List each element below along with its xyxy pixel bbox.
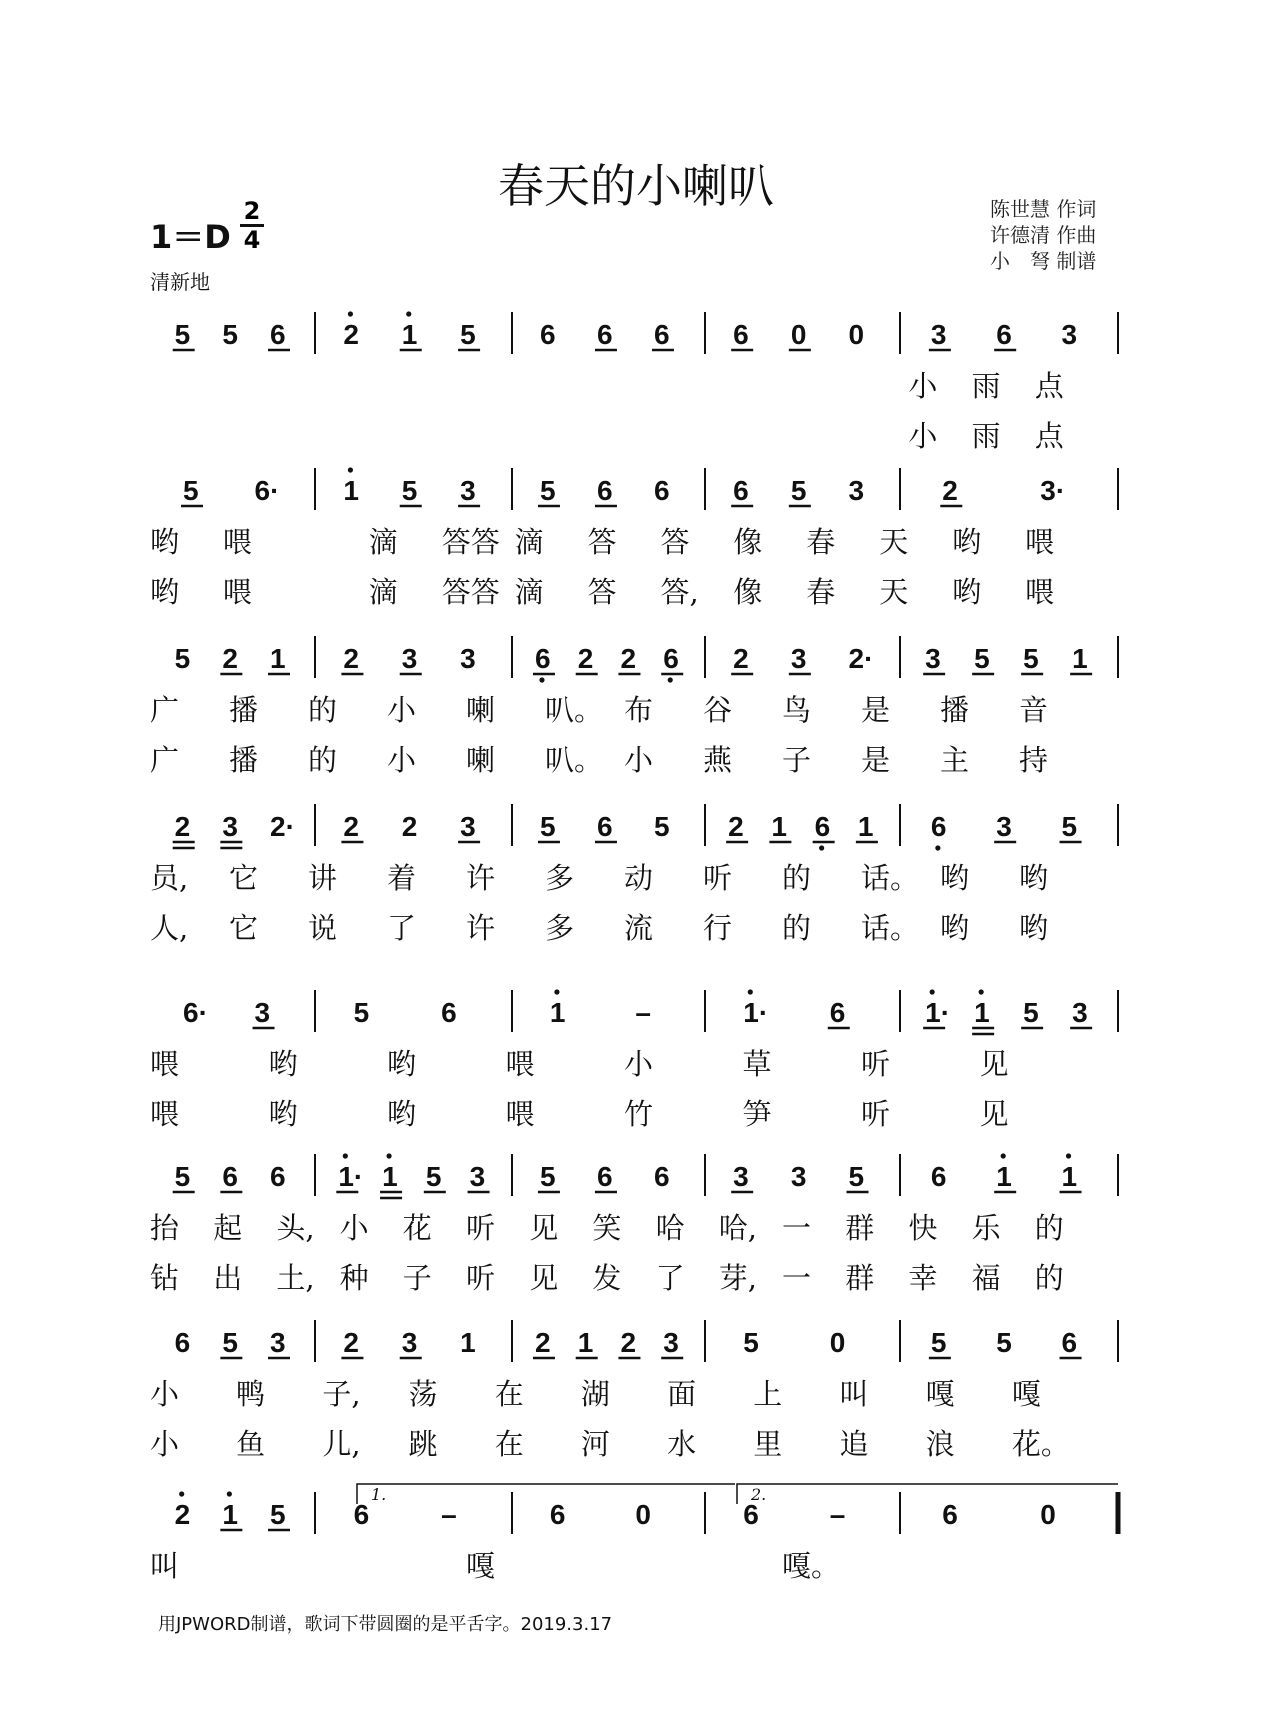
lyric-syllable: 的 [782,861,812,895]
lyric-syllable: 说 [308,911,338,945]
lyric-syllable: 燕 [703,743,733,777]
note: 3 [254,997,271,1028]
lyric-syllable: 子 [402,1261,432,1295]
lyric-syllable: 滴 [514,525,544,559]
note: 2 [401,811,418,842]
lyric-syllable: 叭。 [545,743,604,777]
note: 2 [577,643,594,674]
lyric-syllable: 答 [587,525,617,559]
lyric-syllable: 哟 [268,1097,298,1131]
note: 5 [930,1327,947,1358]
lyric-syllable: 抬 [150,1211,180,1245]
lyric-syllable: 的 [308,693,338,727]
lyric-syllable: 喂 [222,525,252,559]
lyric-syllable: 喂 [150,1097,180,1131]
time-signature-top: 2 [243,197,261,225]
note: 6 [596,319,613,350]
lyric-syllable: 的 [1034,1261,1064,1295]
note: 0 [829,1327,846,1358]
note: 1 [1072,643,1088,674]
lyric-syllable: 在 [494,1377,524,1411]
note: 6 [653,319,670,350]
lyric-syllable: 喂 [1025,525,1055,559]
high-octave-dot [554,989,559,994]
lyric-syllable: 动 [624,861,654,895]
note: 2 [343,643,359,674]
lyric-syllable: 流 [624,911,654,945]
note: 5 [743,1327,759,1358]
lyric-syllable: 答答 [441,525,500,559]
volta-bracket [737,1484,1118,1504]
note: 5 [653,811,670,842]
lyric-syllable: 喂 [505,1097,535,1131]
lyric-syllable: 多 [545,911,575,945]
note: 3 [925,643,941,674]
note: 5 [270,1499,286,1530]
low-octave-dot [539,677,544,682]
high-octave-dot [930,989,935,994]
note: 3 [460,643,476,674]
note: 6 [270,1161,286,1192]
lyric-syllable: 点 [1034,369,1064,403]
note: – [441,1499,457,1530]
lyric-syllable: 的 [1034,1211,1064,1245]
note: 5 [183,475,199,506]
note: 5 [539,1161,556,1192]
lyric-syllable: 是 [861,693,891,727]
note: 5 [539,811,556,842]
lyric-syllable: 持 [1019,743,1049,777]
high-octave-dot [1066,1153,1071,1158]
note: 2 [620,1327,637,1358]
note: 2 [174,1499,191,1530]
note: 6 [733,319,749,350]
note: 3 [996,811,1012,842]
lyric-syllable: 多 [545,861,575,895]
note: 5 [1023,997,1039,1028]
lyric-syllable: 它 [229,861,259,895]
lyric-syllable: 在 [494,1427,524,1461]
note: 1 [857,811,874,842]
lyric-syllable: 许 [466,911,496,945]
lyric-syllable: 喂 [150,1047,180,1081]
lyric-syllable: 小 [150,1377,180,1411]
footer-note: 用JPWORD制谱，歌词下带圆圈的是平舌字。2019.3.17 [158,1614,613,1635]
note: 2 [620,643,637,674]
high-octave-dot [748,989,753,994]
lyric-syllable: 哟 [150,525,180,559]
lyric-syllable: 许 [466,861,496,895]
lyric-syllable: 哟 [1019,911,1049,945]
note: 6 [733,475,749,506]
lyric-syllable: 它 [229,911,259,945]
volta-label: 1. [371,1485,387,1504]
lyric-syllable: 里 [753,1427,783,1461]
lyric-syllable: 听 [466,1261,496,1295]
lyric-syllable: 雨 [971,419,1001,453]
lyric-syllable: 见 [529,1261,559,1295]
note: 2· [848,643,874,674]
lyric-syllable: 竹 [624,1097,654,1131]
lyric-syllable: 答 [660,525,690,559]
lyric-syllable: 哟 [940,911,970,945]
lyric-syllable: 听 [861,1047,891,1081]
lyric-syllable: 哟 [1019,861,1049,895]
lyric-syllable: 小 [387,743,417,777]
note: 0 [635,1499,652,1530]
lyric-syllable: 哟 [952,575,982,609]
note: 0 [790,319,807,350]
lyric-syllable: 哟 [387,1047,417,1081]
key-signature: 1＝D [150,218,231,256]
lyric-syllable: 的 [308,743,338,777]
lyric-syllable: 福 [971,1261,1001,1295]
note: 0 [1040,1499,1056,1530]
lyric-syllable: 湖 [580,1377,610,1411]
note: 6 [653,475,670,506]
lyric-syllable: 哟 [150,575,180,609]
lyric-syllable: 花 [402,1211,432,1245]
note: 5 [1061,811,1078,842]
high-octave-dot [348,467,353,472]
lyric-syllable: 人, [150,911,189,945]
lyric-syllable: 子, [322,1377,361,1411]
lyric-syllable: 员, [150,861,189,895]
lyric-syllable: 喂 [1025,575,1055,609]
lyric-syllable: 着 [387,861,417,895]
lyric-syllable: 天 [879,575,909,609]
lyric-syllable: 的 [782,911,812,945]
lyric-syllable: 面 [667,1377,697,1411]
lyric-syllable: 话。 [861,911,920,945]
lyric-syllable: 喂 [222,575,252,609]
lyric-syllable: 春 [806,525,836,559]
note: 3 [1061,319,1078,350]
lyric-syllable: 播 [229,743,259,777]
lyric-syllable: 是 [861,743,891,777]
lyric-syllable: 笑 [592,1211,622,1245]
lyric-syllable: 见 [979,1047,1009,1081]
lyric-syllable: 小 [387,693,417,727]
lyric-syllable: 嘎 [925,1377,955,1411]
note: 6· [183,997,208,1028]
volta-label: 2. [751,1485,767,1504]
note: 6 [534,643,551,674]
lyric-syllable: 广 [150,693,180,727]
note: 2 [174,811,191,842]
note: 1 [549,997,566,1028]
note: 2 [534,1327,551,1358]
lyric-syllable: 喇 [466,743,496,777]
note: 1 [401,319,418,350]
lyric-syllable: 起 [213,1211,243,1245]
note: 5 [222,319,238,350]
lyric-syllable: 群 [845,1261,875,1295]
note: – [829,1499,846,1530]
note: 1 [343,475,359,506]
lyric-syllable: 滴 [368,575,398,609]
lyric-syllable: 哈 [655,1211,685,1245]
lyric-syllable: 见 [529,1211,559,1245]
lyric-syllable: 群 [845,1211,875,1245]
lyric-syllable: 播 [229,693,259,727]
lyric-syllable: 小 [908,419,938,453]
lyric-syllable: 听 [703,861,733,895]
note: 6 [353,1499,370,1530]
note: 1· [925,997,951,1028]
volta-bracket [357,1484,735,1504]
note: 1· [338,1161,364,1192]
note: 6 [222,1161,238,1192]
note: 3 [401,1327,418,1358]
lyric-syllable: 子 [782,743,812,777]
lyric-syllable: 种 [339,1261,369,1295]
lyric-syllable: 见 [979,1097,1009,1131]
lyric-syllable: 叫 [839,1377,869,1411]
lyric-syllable: 一 [782,1261,812,1295]
note: 3 [790,1161,807,1192]
lyric-syllable: 草 [742,1047,772,1081]
high-octave-dot [406,311,411,316]
lyric-syllable: 幸 [908,1261,938,1295]
note: 6 [930,1161,947,1192]
note: 1 [996,1161,1012,1192]
high-octave-dot [227,1491,232,1496]
lyric-syllable: 嘎 [1011,1377,1041,1411]
lyric-syllable: 喇 [466,693,496,727]
note: 2 [222,643,238,674]
lyric-syllable: 嘎 [466,1549,496,1583]
lyric-syllable: 小 [624,1047,654,1081]
high-octave-dot [343,1153,348,1158]
lyric-syllable: 水 [667,1427,697,1461]
lyric-syllable: 叫 [150,1549,180,1583]
lyric-syllable: 播 [940,693,970,727]
note: 3 [790,643,807,674]
note: 5 [353,997,370,1028]
high-octave-dot [386,1153,391,1158]
note: 5 [174,319,191,350]
high-octave-dot [348,311,353,316]
high-octave-dot [1001,1153,1006,1158]
lyric-syllable: 答答 [441,575,500,609]
lyric-syllable: 行 [703,911,733,945]
note: 2· [270,811,295,842]
note: 3 [222,811,238,842]
note: 3 [848,475,865,506]
lyric-syllable: 听 [466,1211,496,1245]
lyric-syllable: 了 [655,1261,685,1295]
lyric-syllable: 讲 [308,861,338,895]
lyric-syllable: 追 [839,1427,869,1461]
note: – [635,997,652,1028]
lyric-syllable: 儿, [322,1427,361,1461]
note: 6 [596,811,613,842]
note: 5 [174,1161,191,1192]
lyric-syllable: 哈, [718,1211,758,1245]
note: 6 [596,475,613,506]
note: 5 [539,475,556,506]
lyric-syllable: 滴 [368,525,398,559]
note: 3 [469,1161,486,1192]
note: 3· [1040,475,1066,506]
lyric-syllable: 像 [733,575,763,609]
note: 3 [401,643,418,674]
note: 6 [743,1499,759,1530]
lyric-syllable: 哟 [268,1047,298,1081]
lyric-syllable: 小 [339,1211,369,1245]
lyric-syllable: 哟 [952,525,982,559]
lyric-syllable: 春 [806,575,836,609]
note: 5 [174,643,191,674]
note: 5 [996,1327,1012,1358]
lyric-syllable: 谷 [703,693,733,727]
song-title: 春天的小喇叭 [498,159,774,213]
note: 3 [733,1161,749,1192]
lyric-syllable: 听 [861,1097,891,1131]
note: 6 [930,811,947,842]
note: 1 [577,1327,594,1358]
note: 6 [596,1161,613,1192]
note: 2 [343,319,359,350]
note: 1 [222,1499,238,1530]
note: 2 [343,1327,359,1358]
lyric-syllable: 哟 [940,861,970,895]
lyric-syllable: 发 [592,1261,622,1295]
lyric-syllable: 小 [908,369,938,403]
note: 1· [743,997,769,1028]
note: 1 [460,1327,476,1358]
credit-composer: 许德清 作曲 [990,223,1097,247]
note: 6 [653,1161,670,1192]
note: 1 [1061,1161,1078,1192]
low-octave-dot [819,845,824,850]
lyric-syllable: 小 [150,1427,180,1461]
note: 6 [942,1499,958,1530]
lyric-syllable: 笋 [742,1097,772,1131]
high-octave-dot [179,1491,184,1496]
lyric-syllable: 跳 [408,1427,438,1461]
lyric-syllable: 钻 [150,1261,180,1295]
lyric-syllable: 主 [940,743,970,777]
lyric-syllable: 哟 [387,1097,417,1131]
credit-lyricist: 陈世慧 作词 [990,197,1097,221]
lyric-syllable: 荡 [408,1377,438,1411]
lyric-syllable: 花。 [1011,1427,1070,1461]
note: 6 [270,319,286,350]
low-octave-dot [668,677,673,682]
note: 5 [974,643,990,674]
note: 2 [733,643,749,674]
note: 6 [441,997,457,1028]
lyric-syllable: 浪 [925,1427,955,1461]
time-signature-bottom: 4 [243,226,261,254]
lyric-syllable: 了 [387,911,417,945]
note: 3 [1072,997,1088,1028]
note: 5 [401,475,418,506]
note: 6 [829,997,846,1028]
note: 6 [549,1499,566,1530]
note: 0 [848,319,865,350]
lyric-syllable: 鱼 [236,1427,266,1461]
note: 6 [996,319,1012,350]
note: 1 [771,811,787,842]
lyric-syllable: 叭。 [545,693,604,727]
lyric-syllable: 头, [276,1211,315,1245]
note: 3 [930,319,947,350]
note: 5 [425,1161,442,1192]
note: 2 [942,475,958,506]
note: 5 [848,1161,865,1192]
lyric-syllable: 雨 [971,369,1001,403]
lyric-syllable: 广 [150,743,180,777]
lyric-syllable: 鸭 [236,1377,266,1411]
note: 6 [539,319,556,350]
lyric-syllable: 乐 [971,1211,1001,1245]
lyric-syllable: 快 [908,1211,938,1245]
lyric-syllable: 像 [733,525,763,559]
note: 6 [663,643,679,674]
lyric-syllable: 布 [624,693,654,727]
lyric-syllable: 答, [660,575,699,609]
lyric-syllable: 一 [782,1211,812,1245]
credit-arranger: 小 弩 制谱 [990,249,1097,273]
note: 1 [270,643,286,674]
high-octave-dot [979,989,984,994]
note: 2 [343,811,359,842]
note: 1 [382,1161,398,1192]
lyric-syllable: 上 [753,1377,783,1411]
lyric-syllable: 鸟 [782,693,812,727]
note: 1 [974,997,990,1028]
lyric-syllable: 答 [587,575,617,609]
lyric-syllable: 话。 [861,861,920,895]
note: 3 [270,1327,286,1358]
note: 5 [222,1327,238,1358]
lyric-syllable: 嘎。 [782,1549,841,1583]
note: 3 [663,1327,679,1358]
note: 5 [1023,643,1039,674]
note: 3 [460,475,476,506]
tempo-marking: 清新地 [150,270,210,294]
lyric-syllable: 出 [213,1261,243,1295]
lyric-syllable: 喂 [505,1047,535,1081]
lyric-syllable: 点 [1034,419,1064,453]
lyric-syllable: 天 [879,525,909,559]
lyric-syllable: 河 [580,1427,610,1461]
lyric-syllable: 音 [1019,693,1049,727]
lyric-syllable: 芽, [718,1261,758,1295]
lyric-syllable: 小 [624,743,654,777]
note: 2 [728,811,744,842]
note: 6 [814,811,831,842]
note: 3 [460,811,476,842]
note: 5 [460,319,476,350]
note: 6 [1061,1327,1078,1358]
note: 6 [174,1327,191,1358]
note: 6· [254,475,280,506]
lyric-syllable: 土, [276,1261,315,1295]
note: 5 [790,475,807,506]
lyric-syllable: 滴 [514,575,544,609]
low-octave-dot [935,845,940,850]
